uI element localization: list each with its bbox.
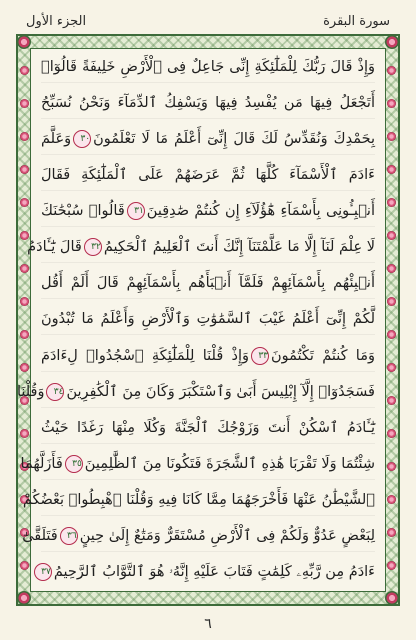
border-rose-icon [387, 99, 396, 108]
border-rose-icon [387, 363, 396, 372]
border-rose-icon [20, 330, 29, 339]
verse-text: يَٰٓـَٔادَمُ ٱسْكُنْ أَنتَ وَزَوْجُكَ ٱلْجَنَّةَ وَكُلَا مِنْهَا رَغَدًا حَيْثُ [41, 419, 375, 436]
border-rose-icon [20, 198, 29, 207]
border-rose-icon [387, 165, 396, 174]
surah-name: سورة البقرة [323, 13, 390, 29]
juz-name: الجزء الأول [26, 13, 87, 29]
verse-line [41, 558, 375, 587]
border-rose-icon [387, 198, 396, 207]
border-rose-icon [20, 561, 29, 570]
verse-text-continued: وَإِذْ قُلْنَا لِلْمَلَٰٓئِكَةِ ٱسْجُدُوا۟ لِءَادَمَ [41, 347, 250, 364]
border-rose-icon [20, 363, 29, 372]
border-rose-icon [387, 462, 396, 471]
verse-text-continued: وَعَلَّمَ [41, 131, 72, 148]
verse-line [41, 197, 375, 227]
verse-text: ءَادَمُ مِن رَّبِّهِۦ كَلِمَٰتٍ فَتَابَ عَلَيْهِ إِنَّهُۥ هُوَ ٱلتَّوَّابُ ٱلرَّحِيمُ [53, 563, 375, 580]
ornamental-frame [16, 34, 400, 606]
verse-line [41, 305, 375, 335]
ayah-number-marker: ٣٧ [34, 563, 52, 581]
corner-rose-icon [17, 591, 31, 605]
verse-text-continued: قَالَ يَٰٓـَٔادَمُ [27, 239, 82, 256]
corner-rose-icon [385, 591, 399, 605]
verse-text: وَمَا كُنتُمْ تَكْتُمُونَ [271, 347, 375, 364]
ayah-number-marker: ٣١ [127, 202, 145, 220]
verse-text-continued: فَأَزَلَّهُمَا [20, 455, 63, 472]
ayah-number-marker: ٣٠ [73, 130, 91, 148]
border-rose-icon [387, 66, 396, 75]
border-rose-icon [387, 231, 396, 240]
page-header [26, 10, 390, 32]
verse-text: بِحَمْدِكَ وَنُقَدِّسُ لَكَ قَالَ إِنِّىٓ أَعْلَمُ مَا لَا تَعْلَمُونَ [93, 131, 375, 148]
border-rose-icon [387, 297, 396, 306]
verse-text: ءَادَمَ ٱلْأَسْمَآءَ كُلَّهَا ثُمَّ عَرَضَهُمْ عَلَى ٱلْمَلَٰٓئِكَةِ فَقَالَ [41, 167, 375, 184]
verse-line [41, 53, 375, 83]
verse-line [22, 486, 375, 516]
verse-line [41, 342, 375, 372]
border-rose-icon [387, 396, 396, 405]
text-panel [16, 48, 386, 592]
verse-text: ٱلشَّيْطَٰنُ عَنْهَا فَأَخْرَجَهُمَا مِمَّا كَانَا فِيهِ وَقُلْنَا ٱهْبِطُوا۟ بَعْضُكُمْ [22, 491, 375, 508]
border-rose-icon [20, 99, 29, 108]
verse-text-continued: فَتَلَقَّىٰٓ [22, 527, 58, 544]
ayah-number-marker: ٣٢ [84, 238, 102, 256]
border-rose-icon [387, 528, 396, 537]
border-rose-icon [387, 264, 396, 273]
border-rose-icon [20, 165, 29, 174]
verse-text: شِئْتُمَا وَلَا تَقْرَبَا هَٰذِهِ ٱلشَّجَرَةَ فَتَكُونَا مِنَ ٱلظَّٰلِمِينَ [84, 455, 375, 472]
verse-line [16, 378, 375, 408]
verse-text-continued: قَالُوا۟ سُبْحَٰنَكَ [41, 203, 125, 220]
verse-line [41, 161, 375, 191]
verse-text: فَسَجَدُوٓا۟ إِلَّآ إِبْلِيسَ أَبَىٰ وَٱسْتَكْبَرَ وَكَانَ مِنَ ٱلْكَٰفِرِينَ [66, 383, 375, 400]
verse-line [41, 269, 375, 299]
verse-text: أَنۢبِـُٔونِى بِأَسْمَآءِ هَٰٓؤُلَآءِ إِن كُنتُمْ صَٰدِقِينَ [146, 203, 376, 220]
border-rose-icon [20, 264, 29, 273]
verse-lines [16, 53, 376, 587]
border-rose-icon [387, 495, 396, 504]
verse-text: لَا عِلْمَ لَنَآ إِلَّا مَا عَلَّمْتَنَآ إِنَّكَ أَنتَ ٱلْعَلِيمُ ٱلْحَكِيمُ [103, 239, 375, 256]
border-rose-icon [20, 429, 29, 438]
verse-text-continued: وَقُلْنَا [16, 383, 45, 400]
border-rose-icon [20, 66, 29, 75]
verse-line [20, 450, 375, 480]
verse-line [22, 522, 375, 552]
verse-line [41, 414, 375, 444]
border-rose-icon [387, 429, 396, 438]
border-rose-icon [387, 561, 396, 570]
ayah-number-marker: ٣٦ [60, 527, 78, 545]
border-rose-icon [387, 132, 396, 141]
verse-text: لِبَعْضٍ عَدُوٌّ وَلَكُمْ فِى ٱلْأَرْضِ مُسْتَقَرٌّ وَمَتَٰعٌ إِلَىٰ حِينٍ [79, 527, 375, 544]
verse-line [27, 233, 375, 263]
border-rose-icon [20, 297, 29, 306]
verse-text: أَنۢبِئْهُم بِأَسْمَآئِهِمْ فَلَمَّآ أَنۢبَأَهُم بِأَسْمَآئِهِمْ قَالَ أَلَمْ أَقُل [41, 275, 375, 292]
verse-text: لَّكُمْ إِنِّىٓ أَعْلَمُ غَيْبَ ٱلسَّمَٰوَٰتِ وَٱلْأَرْضِ وَأَعْلَمُ مَا تُبْدُونَ [41, 311, 375, 328]
ayah-number-marker: ٣٥ [65, 455, 83, 473]
verse-line [41, 89, 375, 119]
border-rose-icon [387, 330, 396, 339]
corner-rose-icon [385, 35, 399, 49]
page-number: ٦ [204, 616, 212, 632]
verse-text: أَتَجْعَلُ فِيهَا مَن يُفْسِدُ فِيهَا وَيَسْفِكُ ٱلدِّمَآءَ وَنَحْنُ نُسَبِّحُ [41, 95, 375, 112]
corner-rose-icon [17, 35, 31, 49]
verse-text: وَإِذْ قَالَ رَبُّكَ لِلْمَلَٰٓئِكَةِ إِنِّى جَاعِلٌ فِى ٱلْأَرْضِ خَلِيفَةً قَالُوٓا۟ [41, 59, 375, 75]
border-rose-icon [20, 132, 29, 141]
ayah-number-marker: ٣٣ [251, 347, 269, 365]
ayah-number-marker: ٣٤ [46, 383, 64, 401]
verse-line [41, 125, 375, 155]
